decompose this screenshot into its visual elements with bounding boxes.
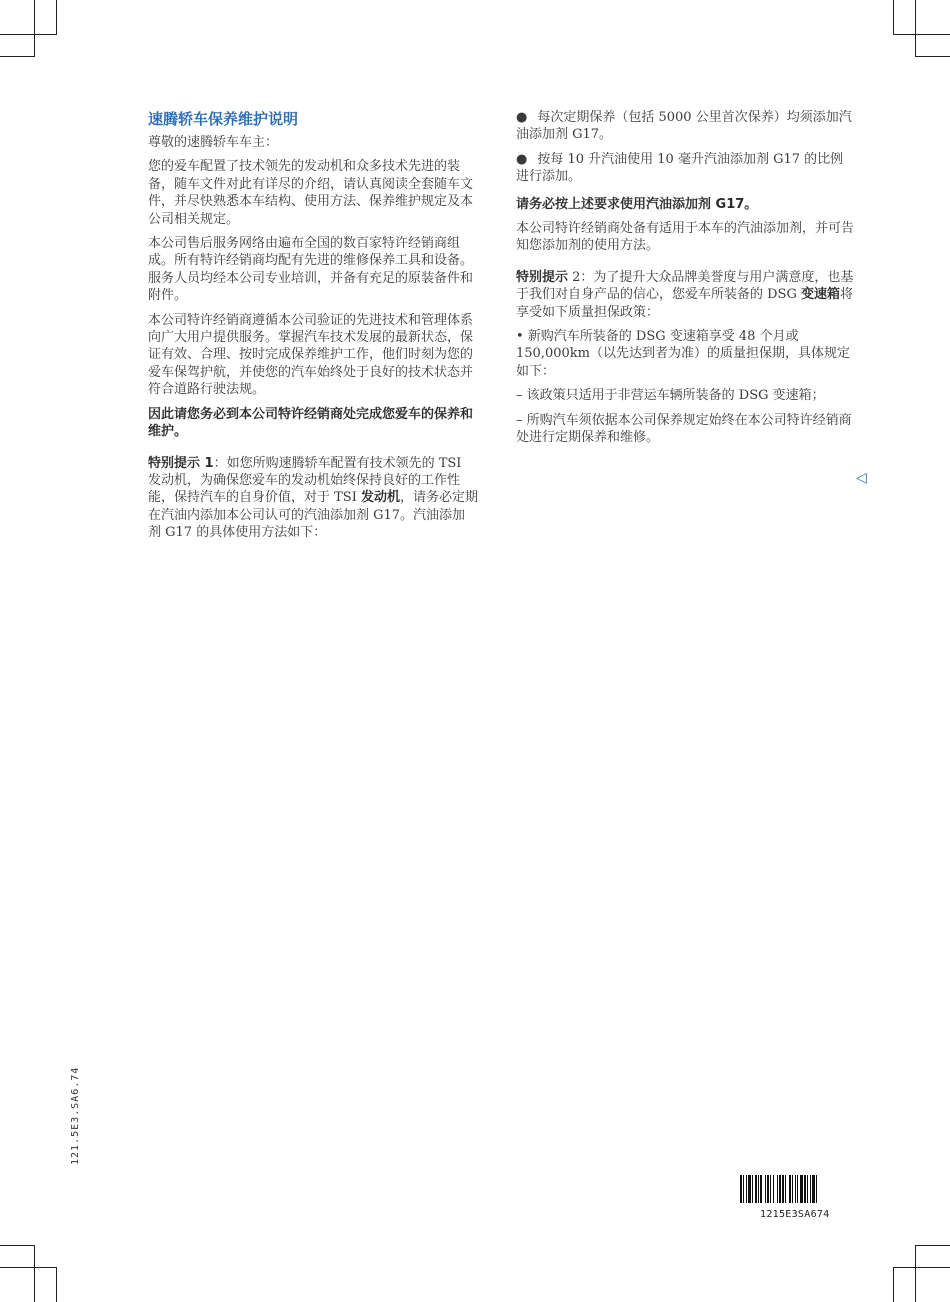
tip1-bold: 发动机 (360, 490, 400, 506)
crop-mark (893, 1267, 950, 1268)
tip2-bold: 变速箱 (800, 287, 840, 303)
tip2-text-a: 2：为了提升大众品牌美誉度与用户满意度，也基于我们对自身产品的信心，您爱车所装备的 DSG (516, 269, 854, 303)
crop-mark (915, 0, 916, 57)
tip2-paragraph (516, 269, 856, 321)
greeting: 尊敬的速腾轿车车主： (148, 135, 279, 150)
back-arrow-icon: ◁ (856, 470, 867, 486)
crop-mark (56, 0, 57, 34)
warranty-item: • 新购汽车所装备的 DSG 变速箱享受 48 个月或 150,000km（以先达到者为准）的质量担保期，具体规定如下： (516, 329, 850, 379)
paragraph-network: 本公司售后服务网络由遍布全国的数百家特许经销商组成。所有特许经销商均配有先进的维修保养工具和设备。服务人员均经本公司专业培训，并备有充足的原装备件和附件。 (148, 236, 474, 304)
left-column (148, 108, 478, 549)
tip2-text-b: 将享受如下质量担保政策： (516, 287, 854, 320)
paragraph-dealer-notice: 因此请您务必到本公司特许经销商处完成您爱车的保养和维护。 (148, 406, 474, 440)
right-column (516, 109, 856, 454)
bullet-text: 按每 10 升汽油使用 10 毫升汽油添加剂 G17 的比例进行添加。 (516, 151, 844, 185)
paragraph-service: 本公司特许经销商遵循本公司验证的先进技术和管理体系向广大用户提供服务。掌握汽车技术发展的最新状态，保证有效、合理、按时完成保养维护工作，他们时刻为您的爱车保驾护航，并使您的汽车始终处于良好的技术状态并符合道路行驶法规。 (148, 312, 474, 398)
warranty-item: – 该政策只适用于非营运车辆所装备的 DSG 变速箱； (516, 388, 825, 404)
crop-mark (893, 34, 950, 35)
crop-mark (34, 0, 35, 57)
crop-mark (56, 1268, 57, 1302)
crop-mark (916, 56, 950, 57)
side-code: 121.5E3.SA6.74 (70, 1066, 81, 1165)
barcode-text: 1215E3SA674 (760, 1209, 830, 1220)
tip1-text-b: ，请务必定期在汽油内添加本公司认可的汽油添加剂 G17。汽油添加剂 G17 的具体使用方法如下： (148, 490, 479, 541)
additive-notice: 请务必按上述要求使用汽油添加剂 G17。 (516, 196, 758, 212)
crop-mark (915, 1245, 916, 1302)
crop-mark (893, 0, 894, 34)
crop-mark (893, 1268, 894, 1302)
barcode (740, 1175, 856, 1203)
tip2-label: 特别提示 (516, 269, 569, 285)
bullet-item (516, 109, 856, 144)
tip1-label: 特别提示 1 (148, 455, 214, 471)
tip1-paragraph (148, 455, 478, 542)
page-title: 速腾轿车保养维护说明 (148, 110, 299, 128)
bullet-text: 每次定期保养（包括 5000 公里首次保养）均须添加汽油添加剂 G17。 (516, 110, 852, 143)
crop-mark (34, 1245, 35, 1302)
warranty-item: – 所购汽车须依据本公司保养规定始终在本公司特许经销商处进行定期保养和维修。 (516, 412, 852, 446)
crop-mark (0, 1267, 57, 1268)
crop-mark (0, 1245, 34, 1246)
bullet-dot-icon: ● (516, 110, 528, 125)
paragraph-intro: 您的爱车配置了技术领先的发动机和众多技术先进的装备，随车文件对此有详尽的介绍，请认真阅读全套随车文件，并尽快熟悉本车结构、使用方法、保养维护规定及本公司相关规定。 (148, 159, 474, 227)
tip1-text-a: ：如您所购速腾轿车配置有技术领先的 TSI 发动机，为确保您爱车的发动机始终保持良好的工作性能，保持汽车的自身价值，对于 TSI (148, 455, 462, 506)
crop-mark (916, 1245, 950, 1246)
bullet-dot-icon: ● (516, 151, 528, 167)
paragraph-dealer-additive: 本公司特许经销商处备有适用于本车的汽油添加剂，并可告知您添加剂的使用方法。 (516, 221, 855, 254)
crop-mark (0, 56, 34, 57)
crop-mark (0, 34, 57, 35)
bullet-item (516, 151, 856, 186)
